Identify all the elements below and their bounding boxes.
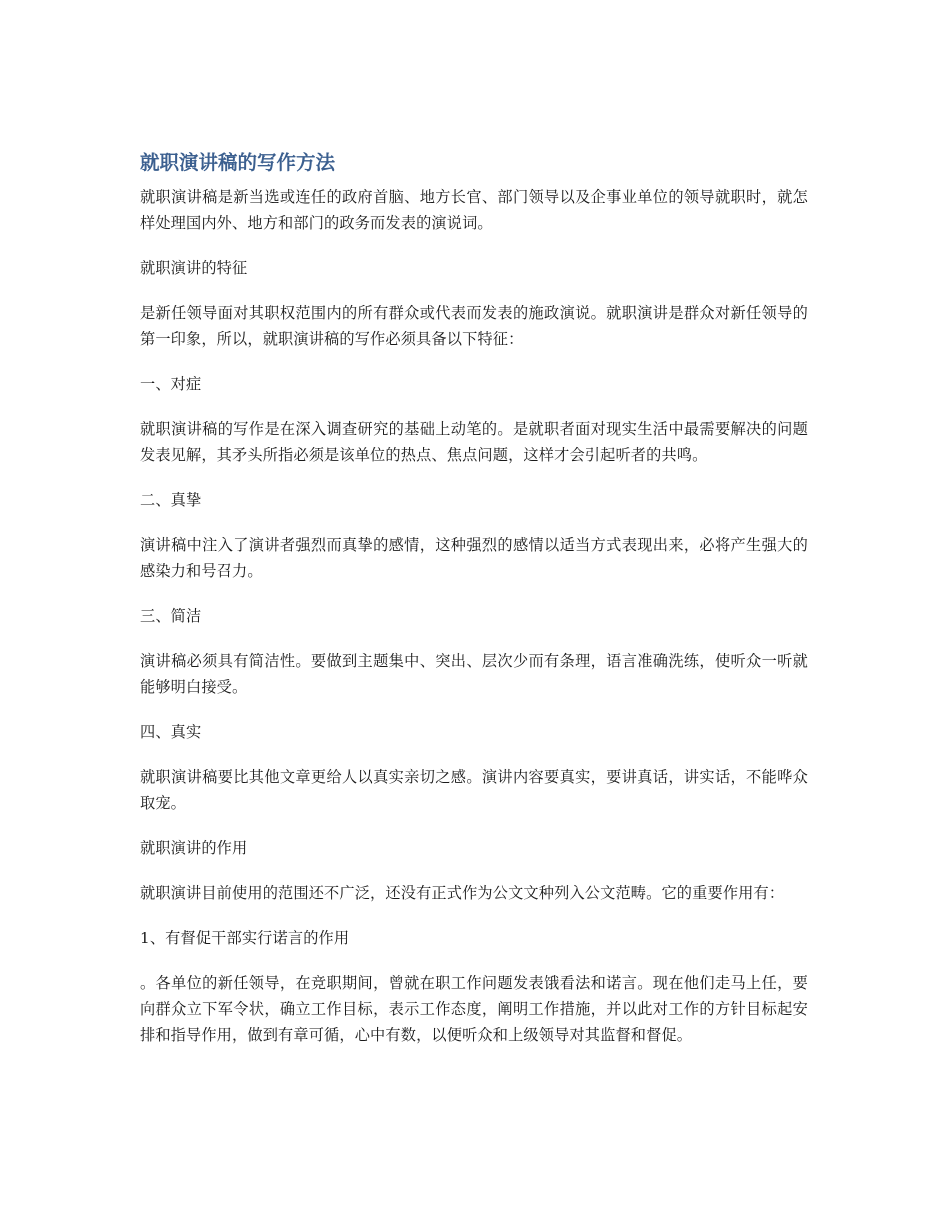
- section-heading-features: 就职演讲的特征: [140, 259, 248, 277]
- subheading-concise: 三、简洁: [140, 607, 202, 625]
- subheading-targeted: 一、对症: [140, 375, 202, 393]
- document-title: 就职演讲稿的写作方法: [140, 151, 336, 174]
- subheading-truthful: 四、真实: [140, 723, 202, 741]
- paragraph-targeted: 就职演讲稿的写作是在深入调查研究的基础上动笔的。是就职者面对现实生活中最需要解决的问题发表见解，其矛头所指必须是该单位的热点、焦点问题，这样才会引起听者的共鸣。: [140, 420, 808, 464]
- subheading-function-1: 1、有督促干部实行诺言的作用: [140, 929, 350, 947]
- paragraph-functions: 就职演讲目前使用的范围还不广泛，还没有正式作为公文文种列入公文范畴。它的重要作用有：: [140, 884, 785, 902]
- paragraph-intro: 就职演讲稿是新当选或连任的政府首脑、地方长官、部门领导以及企事业单位的领导就职时，就怎样处理国内外、地方和部门的政务而发表的演说词。: [140, 188, 808, 232]
- paragraph-truthful: 就职演讲稿要比其他文章更给人以真实亲切之感。演讲内容要真实，要讲真话，讲实话，不能哗众取宠。: [140, 768, 808, 812]
- subheading-sincere: 二、真挚: [140, 491, 202, 509]
- paragraph-features: 是新任领导面对其职权范围内的所有群众或代表而发表的施政演说。就职演讲是群众对新任领导的第一印象，所以，就职演讲稿的写作必须具备以下特征：: [140, 304, 808, 348]
- paragraph-function-1: 。各单位的新任领导，在竞职期间，曾就在职工作问题发表饿看法和诺言。现在他们走马上任，要向群众立下军令状，确立工作目标，表示工作态度，阐明工作措施，并以此对工作的方针目标起安排和指导作用，做到有章可循，心中有数，以便听众和上级领导对其监督和督促。: [140, 974, 808, 1044]
- paragraph-sincere: 演讲稿中注入了演讲者强烈而真挚的感情，这种强烈的感情以适当方式表现出来，必将产生强大的感染力和号召力。: [140, 536, 808, 580]
- paragraph-concise: 演讲稿必须具有简洁性。要做到主题集中、突出、层次少而有条理，语言准确洗练，使听众一听就能够明白接受。: [140, 652, 808, 696]
- section-heading-functions: 就职演讲的作用: [140, 839, 248, 857]
- document-page: [140, 148, 808, 1067]
